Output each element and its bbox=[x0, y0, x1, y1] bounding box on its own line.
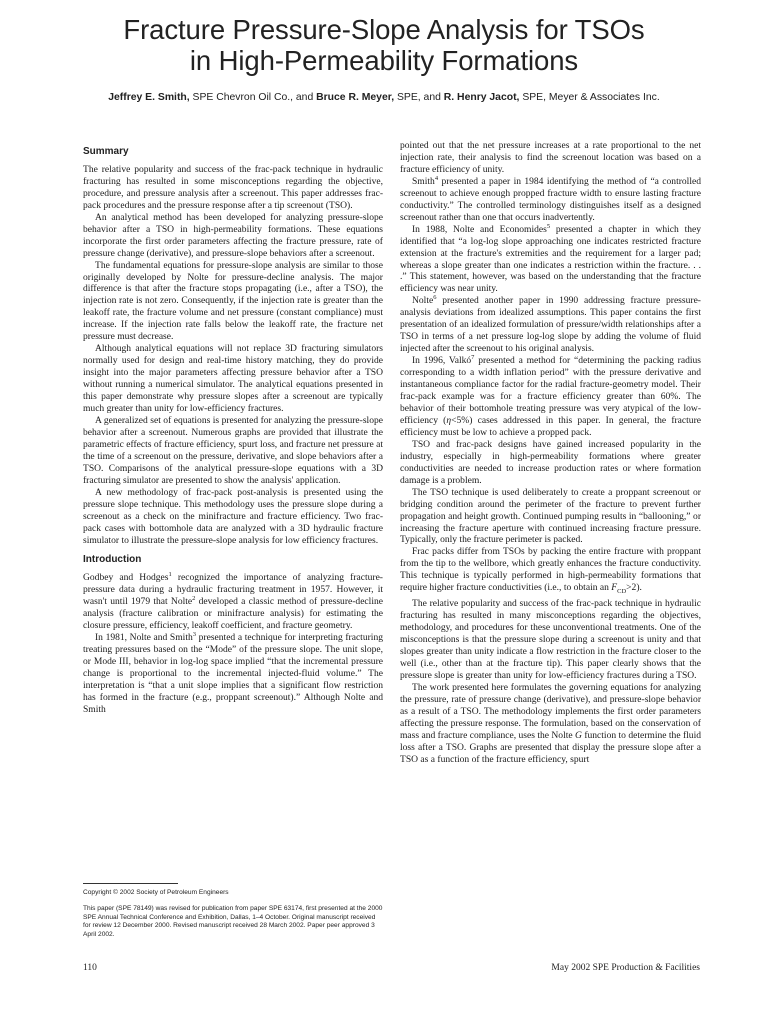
author-2-affiliation: SPE, and bbox=[394, 92, 444, 103]
page-number: 110 bbox=[83, 963, 97, 973]
author-3-affiliation: SPE, Meyer & Associates Inc. bbox=[519, 92, 660, 103]
summary-paragraph: A new methodology of frac-pack post-analysis is presented using the pressure slope technique. This methodology uses the pressure slope during a screenout as a check on the minifracture and fracture efficiency. Two frac-pack cases with bottomhole data are analyzed with a 3D hydraulic fracture simulator to illustrate the pressure-slope analysis for low efficiency fractures. bbox=[83, 486, 383, 546]
footnote bbox=[83, 883, 383, 939]
summary-paragraph: The relative popularity and success of the frac-pack technique in hydraulic fracturing has resulted in some misconceptions regarding the objective, procedure, and pressure analysis after a screenout. This paper addresses frac-pack procedures and the pressure response after a tip screenout (TSO). bbox=[83, 163, 383, 211]
body-paragraph: Smith$^4$ presented a paper in 1984 identifying the method of “a controlled screenout to achieve enough propped fracture width to ensure lasting fracture conductivity.” The controlled terminology distinguishes itself as a designed screenout rather than one that occurs inadvertently. bbox=[400, 174, 701, 223]
summary-heading: Summary bbox=[83, 146, 129, 157]
body-paragraph: In 1996, Valkó$^7$ presented a method for “determining the packing radius corresponding to a width inflation period” with the pressure derivative and instantaneous compliance factor for the radial fracture-geometry model. Their frac-pack example was for a fracture efficiency greater than 60%. The behavior of their bottomhole treating pressure was very atypical of the low-efficiency (η<5%) cases addressed in this paper. In general, the fracture efficiency must be low to achieve a propped pack. bbox=[400, 354, 702, 438]
summary-paragraph: An analytical method has been developed for analyzing pressure-slope behavior after a TSO in high-permeability formations. These equations incorporate the first order parameters affecting the fracture pressure, rate of pressure change (derivative), and pressure-slope behaviors after a screenout. bbox=[83, 211, 383, 259]
copyright-notice: Copyright © 2002 Society of Petroleum Engineers bbox=[83, 889, 229, 896]
paper-title bbox=[40, 14, 728, 76]
reference-superscript: 1 bbox=[168, 571, 172, 579]
author-line bbox=[40, 92, 728, 103]
reference-superscript: 4 bbox=[434, 174, 439, 182]
body-paragraph: Frac packs differ from TSOs by packing the entire fracture with proppant from the tip to the wellbore, which greatly enhances the fracture conductivity. This technique is typically performed in high-permeability formations that require higher fracture conductivities (i.e., to obtain an $F_{CD}>2$). bbox=[400, 546, 701, 596]
body-paragraph: pointed out that the net pressure increases at a rate proportional to the net injection rate, their analysis to find the screenout location was based on a fracture efficiency of unity. bbox=[400, 140, 701, 175]
body-paragraph: Nolte$^6$ presented another paper in 1990 addressing fracture pressure-analysis deviations from idealized assumptions. This paper contains the first presentation of an idealized formulation of pressure/width relationships after a TSO in terms of a net pressure log-log slope by adding the volume of fluid injected after the screenout to his original analysis. bbox=[400, 294, 701, 355]
title-line-2: in High-Permeability Formations bbox=[189, 45, 579, 76]
author-3-name: R. Henry Jacot, bbox=[443, 92, 520, 103]
left-column bbox=[83, 144, 383, 716]
right-column bbox=[400, 140, 701, 765]
intro-paragraph: In 1981, Nolte and Smith$^3$ presented a technique for interpreting fracturing treating pressures based on the “Mode” of the pressure slope. The unit slope, or Mode III, behavior in log-log space implied “that the incremental pressure change is proportional to the incremental injected-fluid volume.” The interpretation is “that a unit slope implies that a significant flow restriction has formed in the fracture (e.g., proppant screenout).” Although Nolte and Smith bbox=[83, 631, 383, 715]
publication-history: This paper (SPE 78149) was revised for publication from paper SPE 63174, first presented at the 2000 SPE Annual Technical Conference and Exhibition, Dallas, 1–4 October. Original manuscript received for review 12 December 2000. Revised manuscript received 28 March 2002. Paper peer approved 3 April 2002. bbox=[83, 905, 383, 938]
journal-footer: May 2002 SPE Production & Facilities bbox=[551, 963, 700, 973]
introduction-heading: Introduction bbox=[83, 554, 142, 566]
title-line-1: Fracture Pressure-Slope Analysis for TSOs bbox=[123, 14, 645, 45]
body-paragraph: TSO and frac-pack designs have gained increased popularity in the industry, especially in high-permeability formations where greater conductivities are needed to increase production rates or where formation damage is a problem. bbox=[400, 438, 701, 486]
author-2-name: Bruce R. Meyer, bbox=[316, 92, 395, 103]
footnote-rule bbox=[83, 883, 178, 884]
fcd-symbol: F bbox=[611, 582, 618, 594]
author-1-name: Jeffrey E. Smith, bbox=[108, 92, 190, 103]
summary-paragraph: Although analytical equations will not replace 3D fracturing simulators normally used for design and real-time history matching, they do provide insight into the major parameters affecting pressure behavior after a TSO without running a numerical simulator. The analytical equations presented in this paper demonstrate why pressure slopes after a screenout are typically much greater than unity for low-efficiency fractures. bbox=[83, 343, 383, 415]
body-paragraph: The work presented here formulates the governing equations for analyzing the pressure, rate of pressure change (derivative), and pressure-slope behavior as a result of a TSO. The methodology implements the first order parameters affecting the pressure response. The formulation, based on the conservation of mass and fracture compliance, uses the Nolte G function to determine the fluid loss after a TSO. Graphs are presented that display the pressure slope after a TSO as a function of the fracture efficiency, spurt bbox=[400, 681, 701, 765]
fcd-subscript: CD bbox=[617, 588, 627, 596]
body-paragraph: The relative popularity and success of the frac-pack technique in hydraulic fracturing has resulted in many misconceptions regarding the objectives, methodology, and procedures for these unconventional treatments. One of the misconceptions is that the pressure slope during a screenout is unity and that slopes greater than unity indicate a flow restriction in the fracture closer to the well (i.e., other than at the fracture tip). This paper clearly shows that the pressure slope is greater than unity for low-efficiency fractures during a TSO. bbox=[400, 598, 701, 681]
eta-symbol: η bbox=[446, 414, 452, 426]
reference-superscript: 5 bbox=[546, 222, 551, 230]
intro-paragraph: Godbey and Hodges$^1$ recognized the importance of analyzing fracture-pressure data during a hydraulic fracturing treatment in 1957. However, it wasn't until 1979 that Nolte$^2$ developed a classic method of pressure-decline analysis (fracture calibration or minifracture analysis) for estimating the closure pressure, efficiency, leakoff coefficient, and fracture geometry. bbox=[83, 571, 383, 632]
body-paragraph: The TSO technique is used deliberately to create a proppant screenout or bridging condition around the perimeter of the fracture to prevent further propagation and height growth. Continued pumping results in “ballooning,” or increasing the fracture aperture with continued increasing fracture pressure. Typically, only the fracture perimeter is packed. bbox=[400, 486, 701, 546]
summary-paragraph: A generalized set of equations is presented for analyzing the pressure-slope behavior after a screenout. Numerous graphs are provided that illustrate the parametric effects of fracture efficiency, spurt loss, and fracture net pressure at the time of a screenout on the pressure, derivative, and slope behaviors after a TSO. Comparisons of the analytical pressure-slope equations with a 3D fracturing simulator are presented to show the analysis' application. bbox=[83, 414, 383, 486]
reference-superscript: 2 bbox=[192, 595, 196, 603]
reference-superscript: 3 bbox=[192, 631, 196, 639]
author-1-affiliation: SPE Chevron Oil Co., and bbox=[189, 92, 317, 103]
reference-superscript: 7 bbox=[471, 354, 475, 362]
g-function-symbol: G bbox=[575, 729, 582, 741]
summary-paragraph: The fundamental equations for pressure-slope analysis are similar to those originally developed by Nolte for pressure-decline analysis. The major difference is that after the fracture stops propagating (i.e., after a TSO), the injection rate is not zero. Consequently, if the injection rate is greater than the leakoff rate, the fracture volume and net pressure (constant compliance) must increase. If the injection rate falls below the leakoff rate, the fracture net pressure must decrease. bbox=[83, 259, 383, 343]
body-paragraph: In 1988, Nolte and Economides$^5$ presented a chapter in which they identified that “a log-log slope approaching one indicates restricted fracture extension at the fracture's extremities and the requirement for a larger pad; whereas a slope greater than one indicates a restriction within the fracture. . . .” This statement, however, was based on the understanding that the fracture efficiency was near unity. bbox=[400, 222, 702, 295]
reference-superscript: 6 bbox=[433, 294, 437, 302]
